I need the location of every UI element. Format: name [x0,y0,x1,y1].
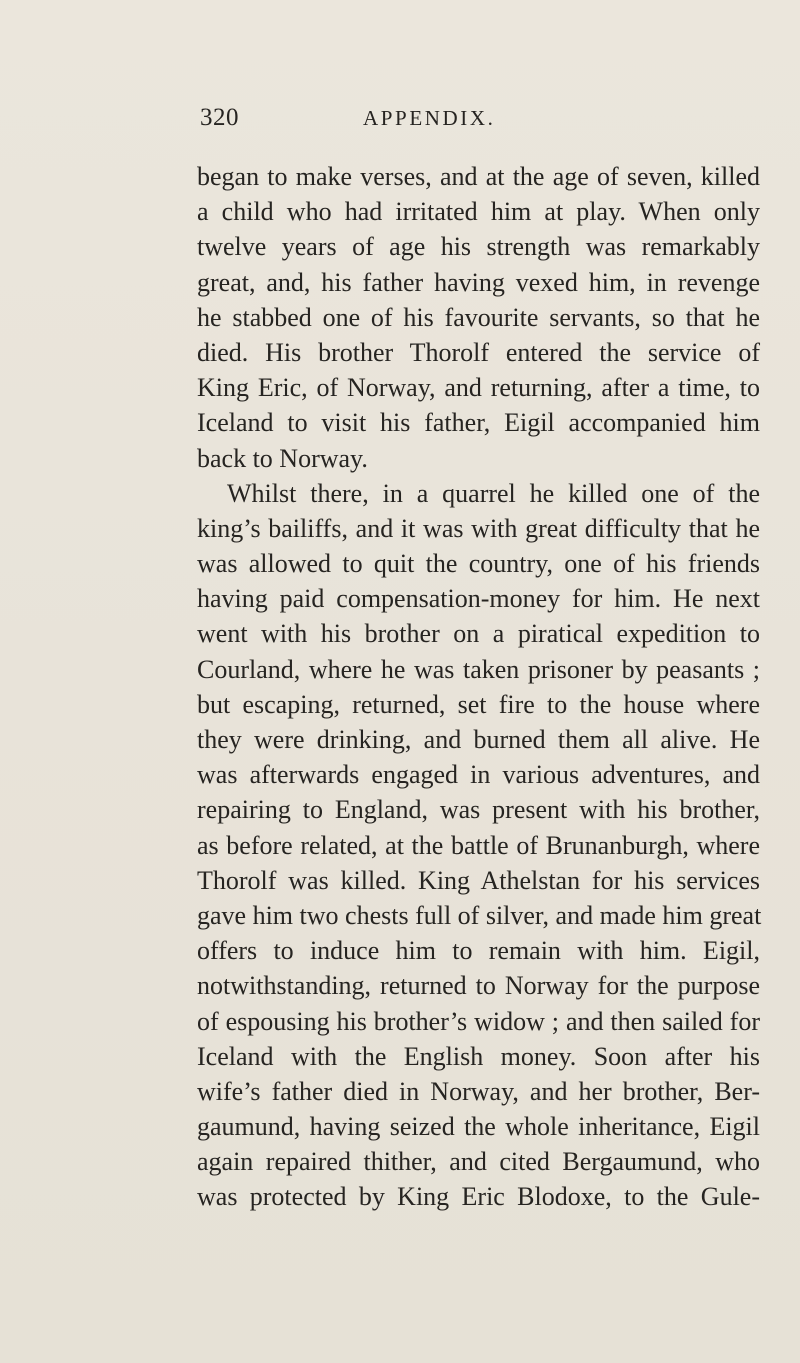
text-line: he stabbed one of his favourite servants, so that he [197,302,760,332]
text-line: was allowed to quit the country, one of his friends [197,549,760,579]
text-line: back to Norway. [197,443,368,473]
text-line: repairing to England, was present with his brother, [197,795,760,825]
text-line: Whilst there, in a quarrel he killed one of the [227,478,760,508]
text-line: Thorolf was killed. King Athelstan for his services [197,865,760,895]
text-line: gaumund, having seized the whole inheritance, Eigil [197,1112,760,1142]
text-line: Iceland with the English money. Soon after his [197,1041,760,1071]
text-line: great, and, his father having vexed him, in revenge [197,267,760,297]
text-line: Iceland to visit his father, Eigil accompanied him [197,408,760,438]
text-line: but escaping, returned, set fire to the house where [197,689,760,719]
running-title: APPENDIX. [363,106,496,130]
text-line: of espousing his brother’s widow ; and then sailed for [197,1006,760,1036]
text-line: King Eric, of Norway, and returning, after a time, to [197,373,760,403]
text-line: was protected by King Eric Blodoxe, to the Gule- [197,1182,760,1212]
text-line: offers to induce him to remain with him. Eigil, [197,936,760,966]
text-line: again repaired thither, and cited Bergaumund, who [197,1147,760,1177]
text-line: went with his brother on a piratical expedition to [197,619,760,649]
page-number: 320 [200,104,239,131]
text-line: gave him two chests full of silver, and made him great [197,900,762,930]
running-head [200,104,760,134]
text-line: a child who had irritated him at play. When only [197,197,760,227]
text-line: Courland, where he was taken prisoner by peasants ; [197,654,760,684]
text-line: wife’s father died in Norway, and her brother, Ber- [197,1076,760,1106]
text-line: having paid compensation-money for him. He next [197,584,760,614]
text-line: notwithstanding, returned to Norway for the purpose [197,971,760,1001]
text-line: was afterwards engaged in various adventures, and [197,760,760,790]
text-line: died. His brother Thorolf entered the service of [197,337,760,367]
text-line: they were drinking, and burned them all alive. He [197,725,760,754]
text-line: twelve years of age his strength was remarkably [197,232,760,262]
body-text [197,159,760,1215]
text-line: began to make verses, and at the age of seven, killed [197,162,760,191]
text-line: king’s bailiffs, and it was with great difficulty that he [197,513,760,543]
text-line: as before related, at the battle of Brunanburgh, where [197,830,760,860]
